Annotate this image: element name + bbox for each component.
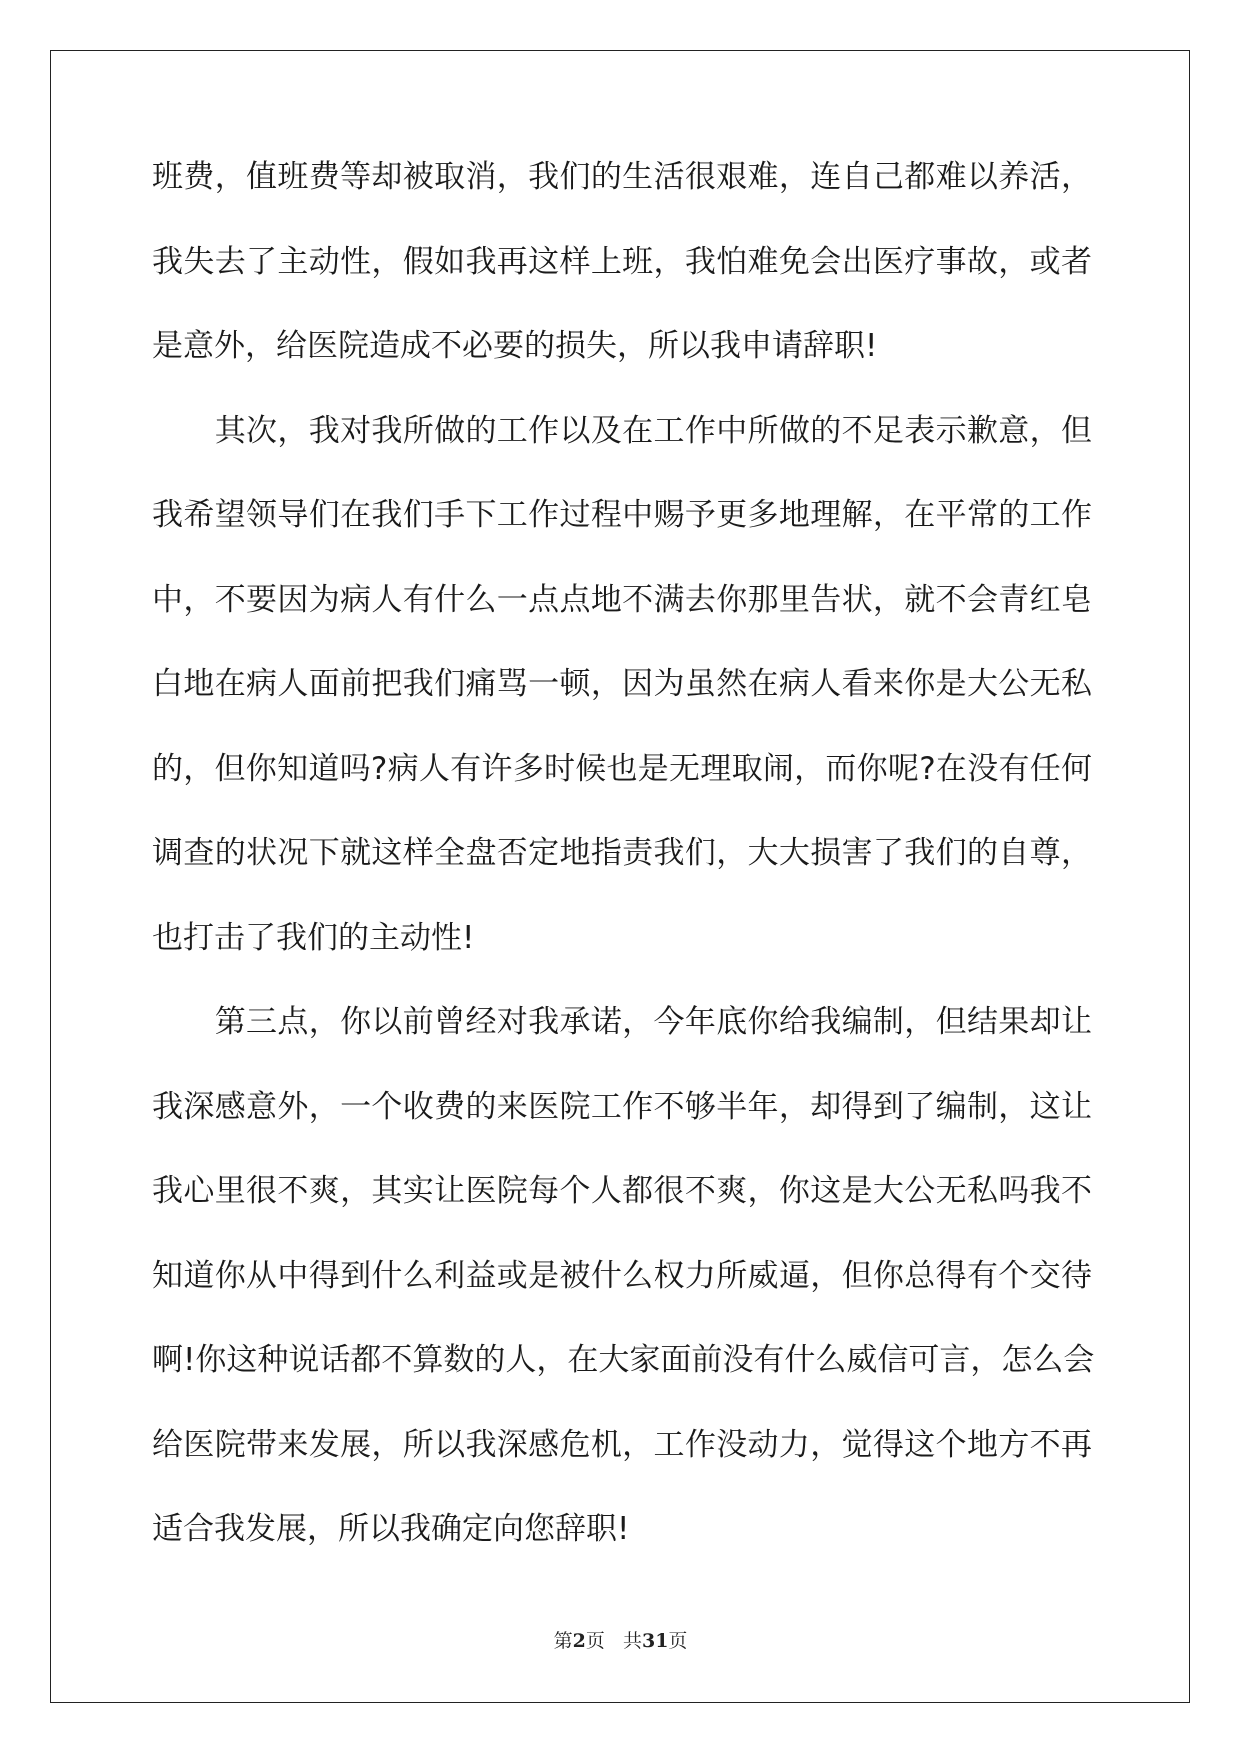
text-line: 啊!你这种说话都不算数的人，在大家面前没有什么威信可言，怎么会 (152, 1342, 1095, 1378)
document-body (152, 157, 1095, 1594)
text-line: 班费，值班费等却被取消，我们的生活很艰难，连自己都难以养活， (152, 159, 1092, 195)
text-line: 我希望领导们在我们手下工作过程中赐予更多地理解，在平常的工作 (152, 497, 1092, 533)
text-line: 的，但你知道吗?病人有许多时候也是无理取闹，而你呢?在没有任何 (152, 750, 1092, 787)
text-line: 我深感意外，一个收费的来医院工作不够半年，却得到了编制，这让 (152, 1088, 1092, 1125)
text-line: 是意外，给医院造成不必要的损失，所以我申请辞职! (152, 328, 878, 364)
text-line: 知道你从中得到什么利益或是被什么权力所威逼，但你总得有个交待 (152, 1257, 1092, 1294)
text-line: 调查的状况下就这样全盘否定地指责我们，大大损害了我们的自尊， (152, 835, 1092, 871)
total-suffix: 页 (668, 1630, 688, 1652)
text-line: 我心里很不爽，其实让医院每个人都很不爽，你这是大公无私吗我不 (152, 1173, 1092, 1209)
text-line: 我失去了主动性，假如我再这样上班，我怕难免会出医疗事故，或者 (152, 243, 1092, 280)
page-footer (0, 1626, 1241, 1653)
total-prefix: 共 (622, 1630, 642, 1652)
total-pages: 31 (641, 1630, 669, 1652)
page-number: 2 (572, 1630, 586, 1652)
text-line: 白地在病人面前把我们痛骂一顿，因为虽然在病人看来你是大公无私 (152, 666, 1092, 702)
text-line: 也打击了我们的主动性! (152, 919, 475, 956)
page-suffix: 页 (585, 1630, 605, 1652)
text-line: 适合我发展，所以我确定向您辞职! (152, 1511, 630, 1547)
page-prefix: 第 (553, 1630, 573, 1652)
text-line: 第三点，你以前曾经对我承诺，今年底你给我编制，但结果却让 (152, 1004, 1092, 1040)
text-line: 中，不要因为病人有什么一点点地不满去你那里告状，就不会青红皂 (152, 581, 1092, 618)
text-line: 给医院带来发展，所以我深感危机，工作没动力，觉得这个地方不再 (152, 1426, 1092, 1463)
text-line: 其次，我对我所做的工作以及在工作中所做的不足表示歉意，但 (152, 412, 1092, 449)
